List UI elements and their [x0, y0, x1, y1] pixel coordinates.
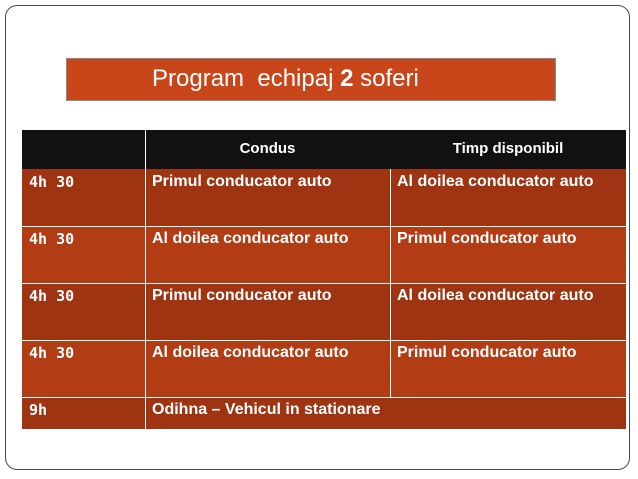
row-divider [22, 283, 626, 284]
row-divider [22, 226, 626, 227]
row-divider [22, 397, 626, 398]
table-row-5-time: 9h [22, 397, 145, 429]
table-row-1-timp: Al doilea conducator auto [390, 169, 626, 226]
header-timp-disponibil: Timp disponibil [452, 140, 564, 157]
column-divider-1 [145, 130, 146, 429]
table-row-3-timp: Al doilea conducator auto [390, 283, 626, 340]
table-row-1-time: 4h 30 [22, 169, 145, 226]
table-row-5-odihna: Odihna – Vehicul in stationare [145, 397, 626, 429]
table-row-3-time: 4h 30 [22, 283, 145, 340]
table-row-2-time: 4h 30 [22, 226, 145, 283]
table-row-4-condus: Al doilea conducator auto [145, 340, 390, 397]
title-suffix: soferi [353, 65, 419, 92]
table-row-4-timp: Primul conducator auto [390, 340, 626, 397]
table-row-4-time: 4h 30 [22, 340, 145, 397]
table-row-1-condus: Primul conducator auto [145, 169, 390, 226]
header-condus: Condus [239, 140, 296, 157]
table-row-2-condus: Al doilea conducator auto [145, 226, 390, 283]
title-prefix: Program echipaj [152, 65, 341, 92]
slide-title [152, 65, 419, 93]
table-row-3-condus: Primul conducator auto [145, 283, 390, 340]
table-row-2-timp: Primul conducator auto [390, 226, 626, 283]
title-bold-number: 2 [340, 65, 354, 92]
row-divider [22, 340, 626, 341]
